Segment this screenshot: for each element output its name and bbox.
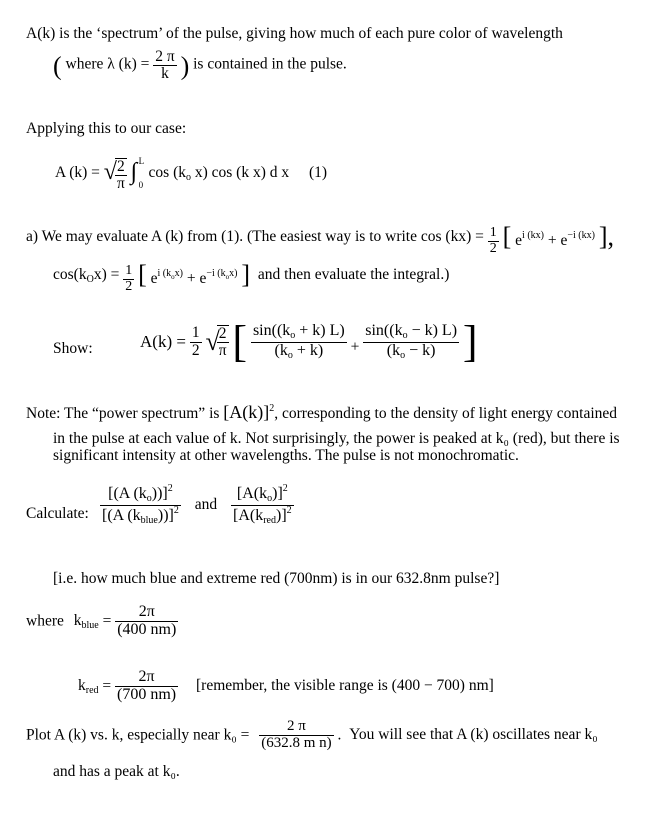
exp-term-2 — [199, 270, 237, 287]
exp-term-2 — [561, 232, 595, 249]
power-spectrum: [A(k)] — [223, 402, 270, 422]
sqrt-numerator: 2 — [116, 158, 125, 175]
power-spectrum-exponent: 2 — [269, 403, 275, 414]
f2-num-exp: 2 — [282, 483, 288, 494]
where-text: where λ (k) = — [65, 55, 150, 73]
t2-den-end: − k) — [409, 341, 436, 359]
t1-num-start: sin((k — [252, 322, 291, 339]
integrand-sub: o — [185, 171, 191, 183]
ratio-blue — [100, 484, 181, 526]
f2-num-start: [A(k — [236, 485, 268, 502]
bracket-close: ] — [241, 260, 251, 289]
f2-num-sub: o — [267, 493, 273, 504]
e1-sub: o — [171, 273, 175, 281]
k-sub: blue — [81, 619, 99, 631]
big-bracket-open: [ — [232, 317, 248, 366]
e2: e — [199, 270, 207, 287]
f2-den-sub: red — [263, 514, 276, 526]
t1-num-sub: o — [290, 330, 296, 341]
show-term-1 — [251, 323, 347, 361]
kred-denominator: (700 nm) — [117, 685, 177, 703]
t1-den-start: (k — [274, 341, 288, 359]
e1: e — [150, 270, 158, 287]
note-line-1 — [26, 402, 617, 423]
f1-num-end: ))] — [151, 485, 168, 502]
cos-lhs-end: x) = — [93, 266, 120, 283]
kred-fraction — [115, 669, 178, 704]
plot-line-2: and has a peak at k₀. — [53, 763, 180, 780]
bracket-open: [ — [138, 260, 147, 289]
note-rest: , corresponding to the density of light energy contained — [274, 405, 618, 422]
equals-sign: = — [102, 677, 112, 695]
e1: e — [515, 232, 523, 249]
show-equation — [140, 317, 478, 366]
term1-denominator — [251, 342, 347, 362]
t1-num-end: + k) L) — [299, 322, 345, 339]
wavelength-fraction — [153, 49, 176, 83]
equals-sign: = — [102, 612, 112, 630]
term1-numerator — [251, 323, 347, 342]
calculate-label: Calculate: — [26, 505, 89, 522]
and-text: and — [194, 495, 218, 513]
half-fraction-2 — [123, 264, 134, 294]
fraction-numerator: 2 π — [155, 48, 175, 65]
plus-sign: + — [547, 232, 557, 249]
e2-sub: o — [225, 273, 230, 281]
k-letter: k — [78, 676, 86, 694]
power-spectrum-expr — [223, 402, 274, 422]
integral-upper-limit: L — [138, 155, 145, 166]
e1-exponent-end: x) — [174, 268, 183, 279]
t2-den-start: (k — [386, 341, 401, 359]
kred-numerator: 2π — [138, 668, 155, 685]
plus-sign: + — [350, 338, 360, 356]
part-a-line — [26, 224, 614, 257]
note-line-2: in the pulse at each value of k. Not surprisingly, the power is peaked at k₀ (red), but there is — [53, 430, 620, 447]
e2-exponent: −i (k — [206, 268, 226, 279]
show-term-2 — [363, 323, 459, 361]
exp-term-1 — [515, 232, 544, 249]
k0-denominator: (632.8 m n) — [261, 734, 332, 751]
wavelength-definition — [53, 49, 347, 83]
k-letter: k — [73, 611, 82, 629]
k0-fraction — [259, 719, 333, 752]
ratio-blue-numerator — [100, 484, 181, 505]
plot-tail: You will see that A (k) oscillates near k₀ — [349, 726, 598, 744]
remember-text: [remember, the visible range is (400 − 700) nm] — [196, 677, 494, 695]
kred-symbol — [78, 677, 99, 694]
f2-den-exp: 2 — [286, 504, 292, 516]
cos-sub: O — [86, 274, 94, 285]
sqrt-icon: √ — [205, 327, 220, 356]
half-numerator: 1 — [489, 225, 497, 241]
note-start: Note: The “power spectrum” is — [26, 405, 220, 422]
cos-k0x — [53, 266, 119, 283]
paren-open: ( — [53, 51, 62, 81]
half-denominator: 2 — [191, 341, 200, 359]
kblue-denominator: (400 nm) — [117, 620, 177, 638]
applying-text: Applying this to our case: — [26, 120, 187, 137]
where-text: where — [26, 612, 64, 630]
f2-num-end: )] — [272, 485, 283, 502]
integral — [130, 155, 145, 190]
half-numerator: 1 — [191, 324, 200, 342]
t2-num-end: − k) L) — [411, 322, 458, 339]
kblue-definition — [26, 604, 178, 639]
kblue-symbol — [74, 612, 99, 629]
k-sub: red — [85, 684, 99, 696]
k0-numerator: 2 π — [287, 718, 306, 734]
term2-denominator — [363, 342, 459, 362]
note-line-3: significant intensity at other wavelengths. The pulse is not monochromatic. — [53, 447, 519, 464]
f1-den-sub: blue — [140, 514, 158, 526]
e2-exponent: −i (kx) — [567, 230, 595, 241]
f2-den-start: [A(k — [233, 506, 264, 524]
equation-1 — [55, 155, 328, 193]
f1-num-sub: o — [146, 493, 152, 504]
show-lhs: A(k) = — [140, 332, 186, 351]
e1-exponent: i (k — [157, 268, 172, 279]
bracket-open: [ — [502, 222, 512, 251]
t1-den-end: + k) — [296, 341, 324, 359]
f1-num-start: [(A (k — [108, 485, 147, 502]
sqrt-denominator: π — [218, 342, 227, 359]
bracket-close: ], — [598, 222, 615, 251]
show-sqrt-fraction — [217, 325, 229, 360]
e1-exponent: i (kx) — [522, 230, 544, 241]
ratio-red-denominator — [231, 505, 294, 527]
contained-text: is contained in the pulse. — [193, 55, 347, 73]
show-label: Show: — [53, 340, 93, 357]
equation-label: (1) — [309, 163, 328, 181]
plus-sign: + — [186, 270, 196, 287]
ratio-blue-denominator — [100, 505, 181, 527]
e2: e — [560, 232, 568, 249]
f1-den-start: [(A (k — [102, 506, 141, 524]
exp-term-1 — [151, 270, 183, 287]
term2-numerator — [363, 323, 459, 342]
ratio-red-numerator — [231, 484, 294, 505]
ie-text: [i.e. how much blue and extreme red (700nm) is in our 632.8nm pulse?] — [53, 570, 500, 587]
integrand-rest: x) cos (k x) d x — [194, 163, 290, 181]
half-fraction — [488, 226, 499, 256]
sqrt-icon: √ — [103, 158, 117, 185]
integrand — [149, 164, 293, 181]
plot-text: Plot A (k) vs. k, especially near k₀ = — [26, 726, 250, 744]
paren-close: ) — [180, 51, 190, 81]
plot-line: Plot A (k) vs. k, especially near k₀ = $\frac{2 \pi}{\text{(632.8 m n)}}$ . You will see that A (k) oscillates near k₀ — [26, 718, 598, 751]
calculate-expressions — [100, 484, 294, 526]
ratio-red — [231, 484, 294, 526]
half-denominator: 2 — [125, 278, 133, 294]
kred-definition — [78, 669, 494, 704]
sqrt-numerator: 2 — [218, 324, 227, 342]
half-numerator: 1 — [125, 263, 133, 279]
cos-lhs: cos(k — [53, 266, 87, 283]
part-a-line-2 — [53, 262, 449, 295]
kblue-fraction — [115, 604, 178, 639]
integral-lower-limit: 0 — [138, 179, 144, 190]
f1-den-end: ))] — [157, 506, 174, 524]
f1-num-exp: 2 — [167, 483, 173, 494]
integral-tail: and then evaluate the integral.) — [257, 266, 450, 283]
intro-line: A(k) is the ‘spectrum’ of the pulse, giving how much of each pure color of wavelength — [26, 25, 563, 42]
t2-den-sub: o — [400, 349, 406, 361]
fraction-denominator: k — [153, 65, 176, 82]
t2-num-sub: o — [402, 330, 408, 341]
half-denominator: 2 — [489, 240, 497, 256]
show-half — [190, 325, 202, 359]
big-bracket-close: ] — [462, 317, 478, 366]
sqrt-denominator: π — [116, 175, 125, 193]
integral-icon: ∫ — [130, 158, 138, 185]
eq1-lhs: A (k) = — [55, 163, 100, 181]
f1-den-exp: 2 — [173, 504, 179, 516]
t1-den-sub: o — [287, 349, 293, 361]
integrand-start: cos (k — [148, 163, 186, 181]
t2-num-start: sin((k — [365, 322, 403, 339]
part-a-text: a) We may evaluate A (k) from (1). (The easiest way is to write cos (kx) = — [26, 228, 484, 245]
kblue-numerator: 2π — [138, 603, 155, 620]
eq1-sqrt-fraction — [115, 158, 127, 193]
e2-exponent-end: x) — [229, 268, 238, 279]
f2-den-end: )] — [276, 506, 287, 524]
